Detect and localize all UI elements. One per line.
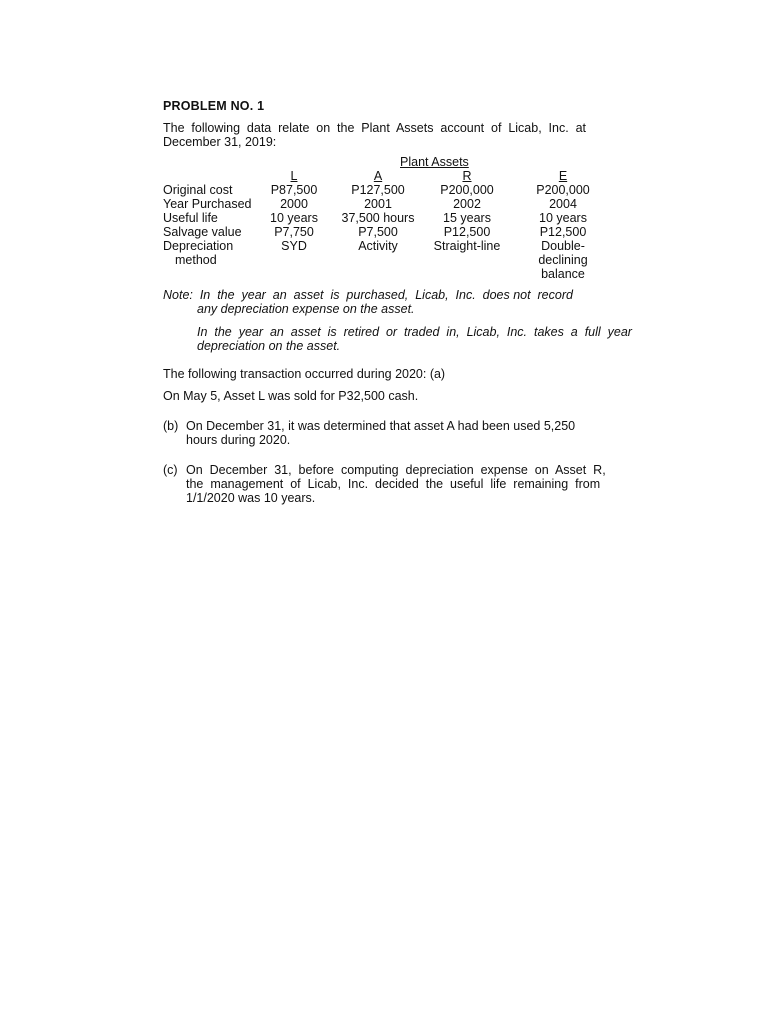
cell-r-salvage: P12,500 bbox=[443, 225, 491, 239]
cell-r-year: 2002 bbox=[453, 197, 481, 211]
row-label-year-purchased: Year Purchased bbox=[163, 197, 252, 211]
transaction-a: On May 5, Asset L was sold for P32,500 cash. bbox=[163, 389, 419, 403]
column-r bbox=[417, 183, 517, 253]
cell-r-method: Straight-line bbox=[433, 239, 501, 253]
cell-l-life: 10 years bbox=[270, 211, 318, 225]
note-1 bbox=[163, 288, 589, 316]
cell-l-cost: P87,500 bbox=[270, 183, 318, 197]
cell-l-year: 2000 bbox=[280, 197, 308, 211]
cell-e-method-cont-1: declining bbox=[538, 253, 588, 267]
cell-r-life: 15 years bbox=[443, 211, 491, 225]
transaction-b bbox=[163, 419, 575, 447]
intro-paragraph bbox=[163, 121, 586, 149]
row-labels bbox=[163, 183, 252, 267]
row-label-salvage-value: Salvage value bbox=[163, 225, 242, 239]
problem-title: PROBLEM NO. 1 bbox=[163, 99, 265, 113]
row-label-depreciation: Depreciation bbox=[163, 239, 234, 253]
transaction-c-line-3: 1/1/2020 was 10 years. bbox=[186, 491, 316, 505]
transaction-c-line-1: On December 31, before computing depreciation expense on Asset R, bbox=[186, 463, 606, 477]
cell-e-salvage: P12,500 bbox=[539, 225, 587, 239]
cell-a-year: 2001 bbox=[364, 197, 392, 211]
transaction-b-line-2: hours during 2020. bbox=[186, 433, 291, 447]
cell-a-method: Activity bbox=[358, 239, 398, 253]
transaction-c-label: (c) bbox=[163, 463, 178, 477]
transaction-c bbox=[163, 463, 606, 505]
cell-e-year: 2004 bbox=[549, 197, 577, 211]
cell-l-salvage: P7,750 bbox=[274, 225, 314, 239]
column-a bbox=[328, 183, 428, 253]
column-header-e: E bbox=[558, 169, 568, 183]
transaction-b-label: (b) bbox=[163, 419, 179, 433]
row-label-useful-life: Useful life bbox=[163, 211, 218, 225]
cell-e-cost: P200,000 bbox=[536, 183, 590, 197]
column-header-a: A bbox=[373, 169, 383, 183]
plant-assets-header: Plant Assets bbox=[400, 155, 469, 169]
cell-a-life: 37,500 hours bbox=[341, 211, 415, 225]
cell-e-method-cont-2: balance bbox=[541, 267, 585, 281]
cell-a-cost: P127,500 bbox=[351, 183, 405, 197]
transactions-intro: The following transaction occurred during 2020: (a) bbox=[163, 367, 446, 381]
note-1-line-2: any depreciation expense on the asset. bbox=[197, 302, 415, 316]
cell-a-salvage: P7,500 bbox=[358, 225, 398, 239]
note-2-line-1: In the year an asset is retired or traded in, Licab, Inc. takes a full year bbox=[197, 325, 632, 339]
cell-e-method: Double- bbox=[541, 239, 585, 253]
intro-line-1: The following data relate on the Plant Assets account of Licab, Inc. at bbox=[163, 121, 586, 135]
transaction-b-line-1: On December 31, it was determined that asset A had been used 5,250 bbox=[186, 419, 576, 433]
row-label-method: method bbox=[175, 253, 217, 267]
column-e bbox=[513, 183, 613, 281]
cell-r-cost: P200,000 bbox=[440, 183, 494, 197]
transaction-c-line-2: the management of Licab, Inc. decided the useful life remaining from bbox=[186, 477, 601, 491]
cell-e-life: 10 years bbox=[539, 211, 587, 225]
column-header-l: L bbox=[290, 169, 298, 183]
note-1-line-1: Note: In the year an asset is purchased, Licab, Inc. does not record bbox=[163, 288, 573, 302]
column-header-r: R bbox=[462, 169, 472, 183]
intro-line-2: December 31, 2019: bbox=[163, 135, 277, 149]
row-label-original-cost: Original cost bbox=[163, 183, 233, 197]
note-2-line-2: depreciation on the asset. bbox=[197, 339, 341, 353]
note-2 bbox=[197, 325, 632, 353]
cell-l-method: SYD bbox=[281, 239, 307, 253]
